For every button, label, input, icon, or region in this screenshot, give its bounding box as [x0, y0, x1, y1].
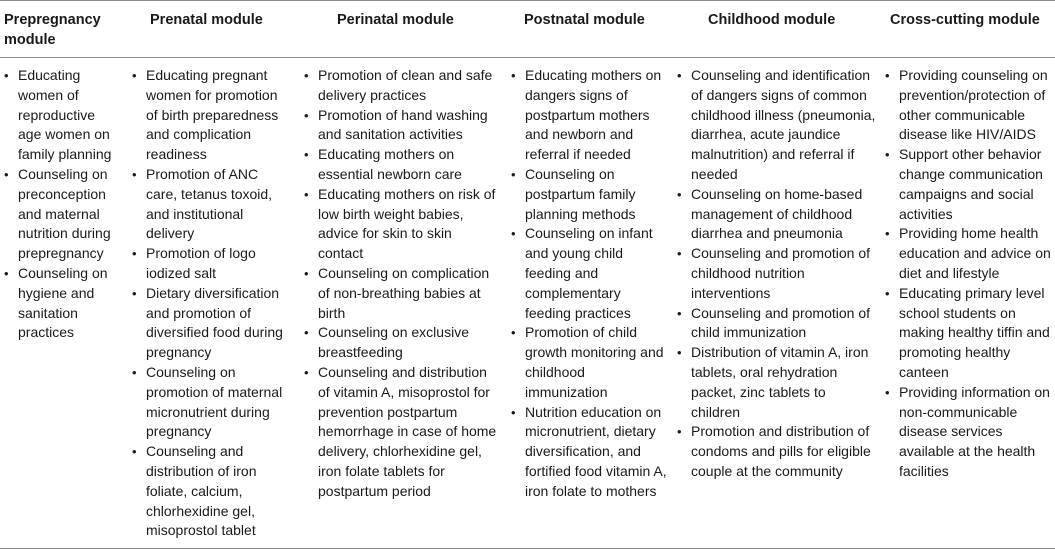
- bullet-icon: •: [677, 246, 682, 262]
- bullet-icon: •: [511, 166, 516, 182]
- list-item: • Distribution of vitamin A, iron tablets, oral rehydration packet, zinc tablets to children: [677, 344, 869, 420]
- list-item: • Educating mothers on essential newborn care: [304, 146, 462, 182]
- list-item: • Providing counseling on prevention/protection of other communicable disease like HIV/AIDS: [885, 67, 1048, 143]
- list-item: • Educating primary level school students on making healthy tiffin and promoting healthy canteen: [885, 284, 1050, 380]
- list-item: • Counseling on preconception and maternal nutrition during prepregnancy: [4, 165, 111, 262]
- list-item: • Promotion of ANC care, tetanus toxoid, and institutional delivery: [132, 165, 273, 242]
- list-item: • Promotion of clean and safe delivery practices: [304, 67, 493, 103]
- bullet-icon: •: [4, 166, 9, 182]
- header-prenatal: Prenatal module: [150, 12, 263, 28]
- bullet-icon: •: [677, 68, 682, 83]
- list-item: • Counseling on complication of non-breathing babies at birth: [304, 264, 490, 321]
- list-item: • Dietary diversification and promotion of diversified food during pregnancy: [132, 284, 283, 361]
- list-item: • Counseling on infant and young child feeding and complementary feeding practices: [511, 225, 653, 321]
- column-childhood: [673, 66, 878, 482]
- header-childhood: Childhood module: [708, 12, 836, 28]
- bullet-icon: •: [677, 345, 682, 361]
- bullet-icon: •: [132, 444, 137, 460]
- list-item: • Providing information on non-communicable disease services available at the health facilities: [885, 383, 1050, 479]
- bullet-icon: •: [132, 364, 137, 380]
- list-item: • Providing home health education and advice on diet and lifestyle: [885, 225, 1051, 281]
- bullet-icon: •: [304, 147, 309, 163]
- list-item: • Promotion of hand washing and sanitation activities: [304, 106, 488, 143]
- bullet-icon: •: [511, 404, 516, 420]
- list-item: • Support other behavior change communication campaigns and social activities: [885, 146, 1043, 222]
- column-prepregnancy: [0, 66, 122, 343]
- list-item: • Promotion and distribution of condoms and pills for eligible couple at the community: [677, 423, 871, 479]
- table-header-rule: [0, 57, 1055, 58]
- bullet-icon: •: [132, 68, 137, 83]
- header-perinatal: Perinatal module: [337, 12, 454, 28]
- bullet-icon: •: [885, 68, 890, 83]
- table-bottom-rule: [0, 548, 1055, 549]
- column-cross-cutting: [881, 66, 1055, 482]
- column-perinatal: [300, 66, 500, 502]
- list-item: • Educating pregnant women for promotion of birth preparedness and complication readiness: [132, 67, 279, 163]
- list-item: • Counseling on home-based management of childhood diarrhea and pneumonia: [677, 185, 863, 242]
- bullet-icon: •: [304, 265, 309, 281]
- bullet-icon: •: [132, 246, 137, 262]
- header-prepregnancy: Prepregnancy module: [4, 12, 101, 48]
- header-cross-cutting: Cross-cutting module: [890, 12, 1040, 28]
- bullet-icon: •: [677, 305, 682, 321]
- list-item: • Counseling and identification of dangers signs of common childhood illness (pneumonia, diarrhea, acute jaundice malnutrition) and referral if needed: [677, 67, 876, 182]
- bullet-icon: •: [132, 285, 137, 301]
- bullet-icon: •: [885, 384, 890, 400]
- list-item: • Promotion of child growth monitoring and childhood immunization: [511, 324, 664, 400]
- list-item: • Counseling and distribution of vitamin A, misoprostol for prevention postpartum hemorrhage in case of home delivery, chlorhexidine gel, iron folate tablets for postpartum period: [304, 363, 497, 499]
- list-item: • Counseling and promotion of child immunization: [677, 304, 871, 341]
- bullet-icon: •: [304, 325, 309, 341]
- list-item: • Counseling on postpartum family planning methods: [511, 165, 636, 222]
- list-item: • Educating mothers on dangers signs of postpartum mothers and newborn and referral if needed: [511, 67, 662, 163]
- list-item: • Promotion of logo iodized salt: [132, 245, 256, 281]
- column-postnatal: [507, 66, 667, 502]
- bullet-icon: •: [885, 226, 890, 242]
- list-item: • Counseling on exclusive breastfeeding: [304, 324, 469, 361]
- list-item: • Counseling on hygiene and sanitation practices: [4, 264, 108, 341]
- table-top-rule: [0, 0, 1055, 1]
- bullet-icon: •: [4, 68, 9, 83]
- bullet-icon: •: [677, 186, 682, 202]
- bullet-icon: •: [304, 107, 309, 123]
- bullet-icon: •: [304, 186, 309, 202]
- list-item: • Counseling on promotion of maternal micronutrient during pregnancy: [132, 363, 283, 440]
- bullet-icon: •: [304, 68, 309, 83]
- list-item: • Educating women of reproductive age women on family planning: [4, 67, 112, 163]
- bullet-icon: •: [885, 147, 890, 163]
- list-item: • Nutrition education on micronutrient, dietary diversification, and fortified food vitamin A, iron folate to mothers: [511, 403, 667, 499]
- list-item: • Educating mothers on risk of low birth weight babies, advice for skin to skin contact: [304, 185, 496, 262]
- bullet-icon: •: [885, 285, 890, 301]
- bullet-icon: •: [511, 68, 516, 83]
- bullet-icon: •: [4, 265, 9, 281]
- bullet-icon: •: [132, 166, 137, 182]
- bullet-icon: •: [511, 325, 516, 341]
- bullet-icon: •: [304, 364, 309, 380]
- list-item: • Counseling and distribution of iron foliate, calcium, chlorhexidine gel, misoprostol tablet: [132, 443, 257, 539]
- list-item: • Counseling and promotion of childhood nutrition interventions: [677, 245, 871, 301]
- bullet-icon: •: [511, 226, 516, 242]
- header-postnatal: Postnatal module: [524, 12, 645, 28]
- column-prenatal: [128, 66, 288, 541]
- bullet-icon: •: [677, 424, 682, 440]
